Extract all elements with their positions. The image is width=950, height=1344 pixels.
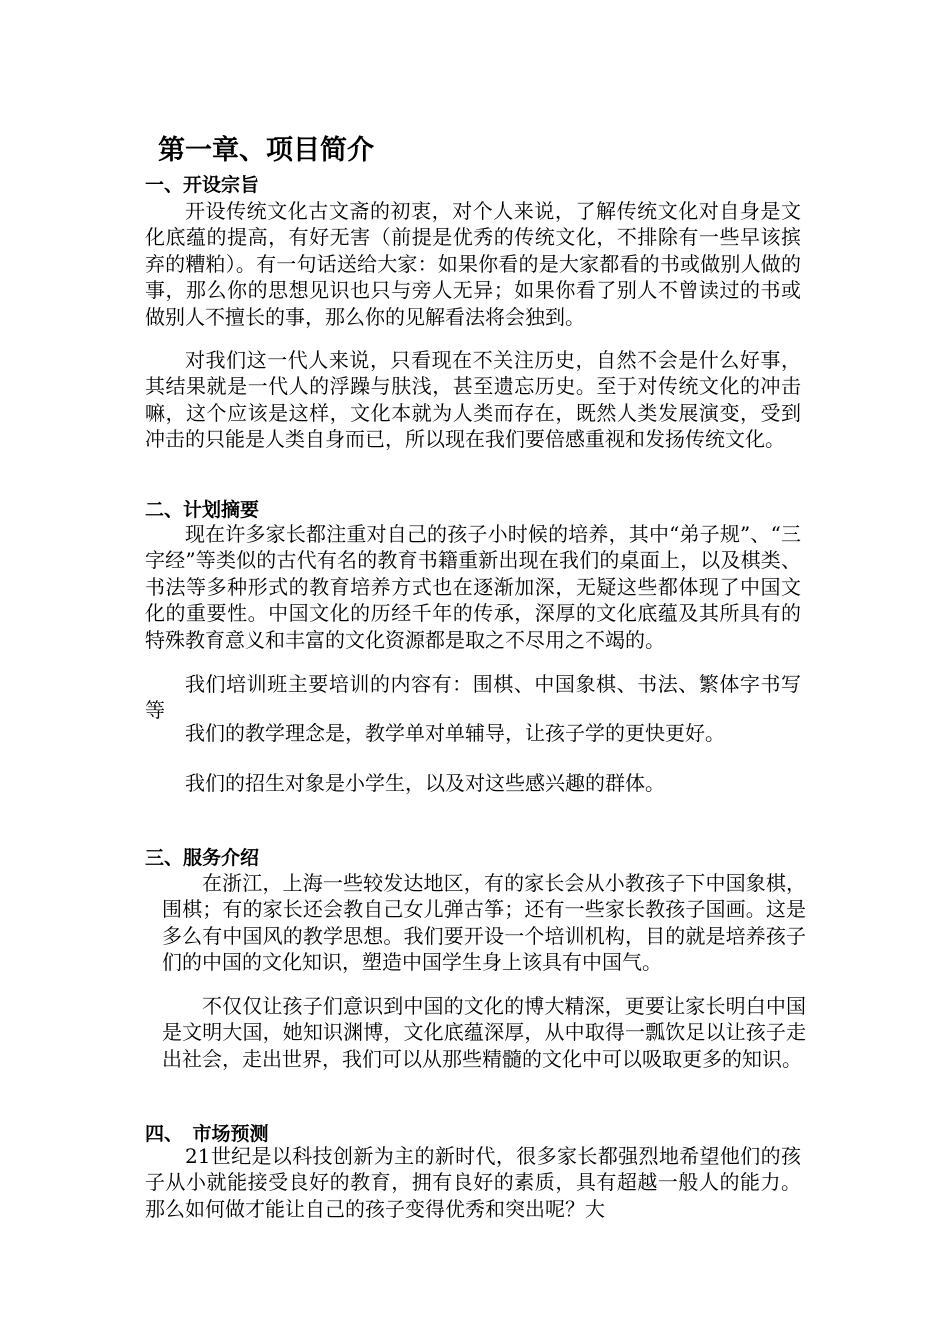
section-services-paragraph-2: 不仅仅让孩子们意识到中国的文化的博大精深，更要让家长明白中国是文明大国，她知识渊博，文化底蕴深厚，从中取得一瓢饮足以让孩子走出社会，走出世界，我们可以从那些精髓的文化中可以吸取更多的知识。: [162, 994, 806, 1071]
section-summary-paragraph-2: 我们培训班主要培训的内容有：围棋、中国象棋、书法、繁体字书写等: [145, 672, 801, 723]
section-market-paragraph-1: 21世纪是以科技创新为主的新时代，很多家长都强烈地希望他们的孩子从小就能接受良好的教育，拥有良好的素质，具有超越一般人的能力。那么如何做才能让自己的孩子变得优秀和突出呢？大: [145, 1144, 801, 1221]
section-services-paragraph-1: 在浙江，上海一些较发达地区，有的家长会从小教孩子下中国象棋，围棋；有的家长还会教自己女儿弹古筝；还有一些家长教孩子国画。这是多么有中国风的教学思想。我们要开设一个培训机构，目的就是培养孩子们的中国的文化知识，塑造中国学生身上该具有中国气。: [162, 871, 806, 975]
section-purpose-paragraph-2: 对我们这一代人来说，只看现在不关注历史，自然不会是什么好事，其结果就是一代人的浮躁与肤浅，甚至遗忘历史。至于对传统文化的冲击嘛，这个应该是这样，文化本就为人类而存在，既然人类发展演变，受到冲击的只能是人类自身而已，所以现在我们要倍感重视和发扬传统文化。: [145, 348, 801, 452]
section-heading-purpose: 一、开设宗旨: [145, 174, 260, 196]
section-summary-paragraph-3: 我们的教学理念是，教学单对单辅导，让孩子学的更快更好。: [185, 721, 725, 745]
section-heading-services: 三、服务介绍: [145, 847, 260, 869]
section-purpose-paragraph-1: 开设传统文化古文斋的初衷，对个人来说，了解传统文化对自身是文化底蕴的提高，有好无害（前提是优秀的传统文化，不排除有一些早该摈弃的糟粕）。有一句话送给大家：如果你看的是大家都看的书或做别人做的事，那么你的思想见识也只与旁人无异；如果你看了别人不曾读过的书或做别人不擅长的事，那么你的见解看法将会独到。: [145, 199, 801, 329]
chapter-title: 第一章、项目简介: [158, 135, 374, 166]
section-summary-paragraph-1: 现在许多家长都注重对自己的孩子小时候的培养，其中“弟子规”、“三字经”等类似的古代有名的教育书籍重新出现在我们的桌面上，以及棋类、书法等多种形式的教育培养方式也在逐渐加深，无疑这些都体现了中国文化的重要性。中国文化的历经千年的传承，深厚的文化底蕴及其所具有的特殊教育意义和丰富的文化资源都是取之不尽用之不竭的。: [145, 522, 801, 652]
section-heading-summary: 二、计划摘要: [145, 499, 260, 521]
section-summary-paragraph-4: 我们的招生对象是小学生，以及对这些感兴趣的群体。: [185, 771, 665, 795]
section-heading-market-forecast: 四、 市场预测: [145, 1123, 269, 1145]
